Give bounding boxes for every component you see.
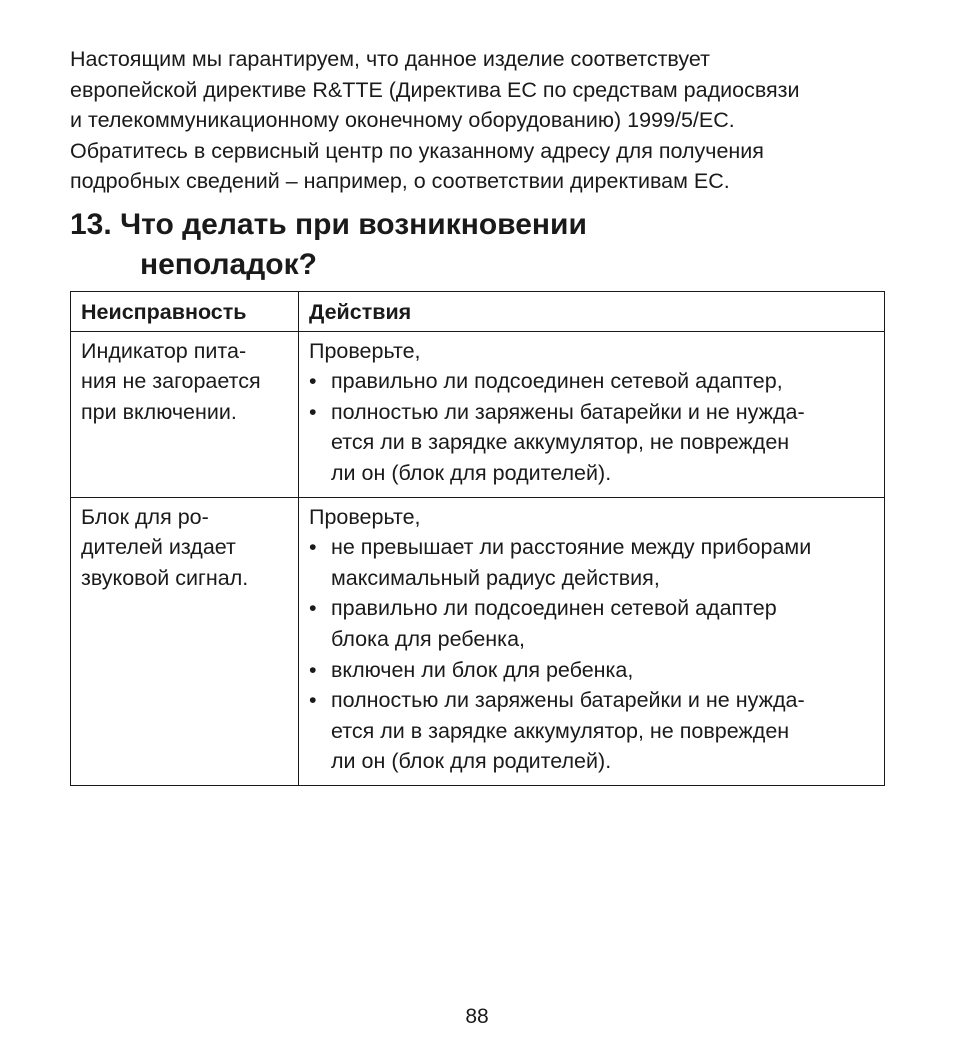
intro-line: подробных сведений – например, о соответствии директивам ЕС.	[70, 169, 730, 194]
bullet-text: не превышает ли расстояние между приборами	[331, 535, 812, 560]
bullet-text: правильно ли подсоединен сетевой адаптер	[331, 596, 777, 621]
bullet-item	[309, 593, 874, 654]
actions-lead: Проверьте,	[309, 504, 421, 529]
problem-line: звуковой сигнал.	[81, 565, 249, 590]
actions-cell	[299, 497, 885, 785]
table-header-row	[71, 292, 885, 332]
bullet-text: полностью ли заряжены батарейки и не нужда-	[331, 688, 805, 713]
bullet-text: ется ли в зарядке аккумулятор, не поврежден	[331, 718, 790, 743]
actions-cell	[299, 331, 885, 497]
heading-title-part1: Что делать при возникновении	[120, 208, 587, 241]
bullet-icon: •	[309, 399, 317, 424]
intro-line: Обратитесь в сервисный центр по указанному адресу для получения	[70, 138, 764, 163]
intro-line: Настоящим мы гарантируем, что данное изделие соответствует	[70, 47, 710, 71]
problem-line: дителей издает	[81, 535, 236, 560]
bullet-icon: •	[309, 369, 317, 394]
heading-number: 13.	[70, 208, 112, 241]
bullet-text: ли он (блок для родителей).	[331, 749, 612, 774]
section-heading	[70, 205, 587, 285]
bullet-item	[309, 532, 874, 593]
bullet-text: максимальный радиус действия,	[331, 565, 660, 590]
bullet-text: включен ли блок для ребенка,	[331, 657, 634, 682]
bullet-icon: •	[309, 596, 317, 621]
bullet-item	[309, 655, 874, 686]
intro-paragraph	[70, 44, 900, 197]
bullet-icon: •	[309, 657, 317, 682]
table-row	[71, 497, 885, 785]
problem-cell	[71, 331, 299, 497]
problem-line: Блок для ро-	[81, 504, 209, 529]
bullet-item	[309, 366, 874, 397]
table-row	[71, 331, 885, 497]
problem-line: при включении.	[81, 399, 237, 424]
troubleshooting-table	[70, 291, 885, 786]
bullet-text: блока для ребенка,	[331, 626, 525, 651]
page-number: 88	[465, 1005, 489, 1028]
header-problem: Неисправность	[71, 292, 299, 332]
bullet-item	[309, 685, 874, 777]
bullet-icon: •	[309, 688, 317, 713]
problem-line: ния не загорается	[81, 369, 261, 394]
bullet-text: ется ли в зарядке аккумулятор, не поврежден	[331, 430, 790, 455]
header-actions: Действия	[299, 292, 885, 332]
bullet-text: ли он (блок для родителей).	[331, 460, 612, 485]
actions-lead: Проверьте,	[309, 338, 421, 363]
intro-line: и телекоммуникационному оконечному оборудованию) 1999/5/EC.	[70, 108, 735, 133]
bullet-text: полностью ли заряжены батарейки и не нужда-	[331, 399, 805, 424]
problem-cell	[71, 497, 299, 785]
intro-line: европейской директиве R&TTE (Директива ЕС по средствам радиосвязи	[70, 77, 800, 102]
bullet-icon: •	[309, 535, 317, 560]
problem-line: Индикатор пита-	[81, 338, 247, 363]
heading-line-1	[70, 205, 587, 245]
bullet-text: правильно ли подсоединен сетевой адаптер,	[331, 369, 783, 394]
bullet-item	[309, 397, 874, 489]
heading-title-part2: неполадок?	[140, 248, 317, 281]
